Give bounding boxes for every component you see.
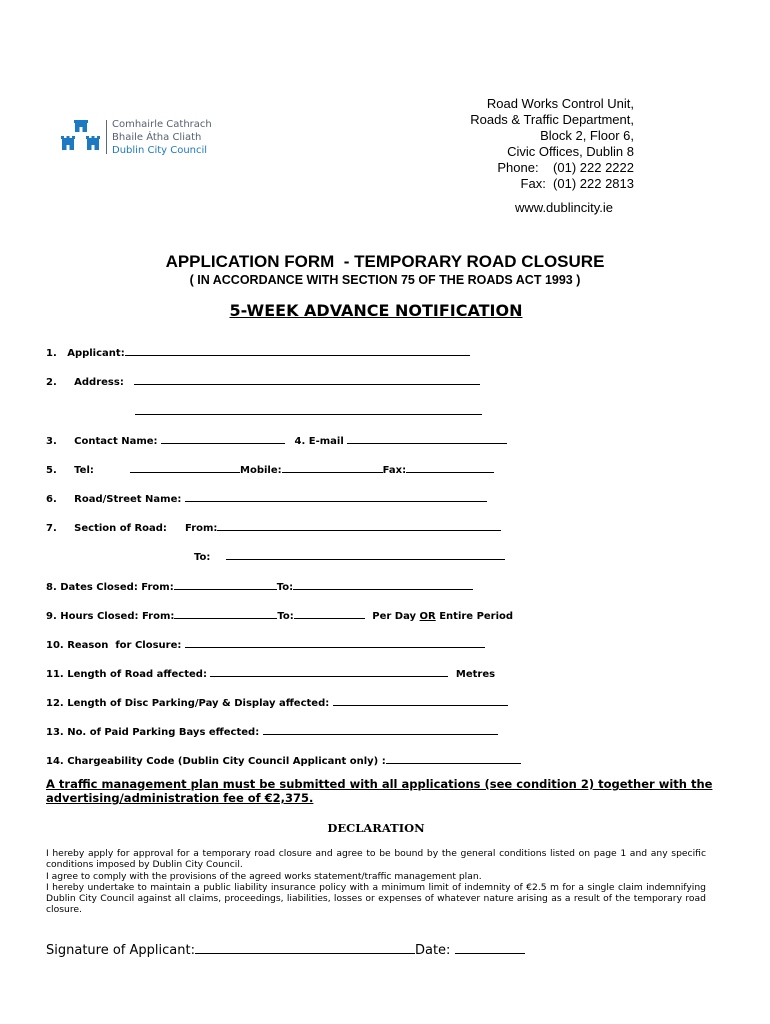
dates-from-label: 8. Dates Closed: From: [46, 582, 174, 593]
road-label: 6. Road/Street Name: [46, 494, 182, 505]
dublin-city-council-logo [60, 118, 230, 162]
form-title: APPLICATION FORM - TEMPORARY ROAD CLOSURE [165, 252, 605, 271]
logo-line-irish-1: Comhairle Cathrach [112, 119, 212, 130]
date-input-line[interactable] [455, 941, 525, 954]
address-field [46, 374, 480, 388]
section-label: 7. Section of Road: [46, 523, 167, 534]
section-to-field [194, 549, 505, 563]
tel-field [46, 462, 494, 476]
parking-bays-label: 13. No. of Paid Parking Bays effected: [46, 727, 260, 738]
dates-to-input-line[interactable] [293, 579, 473, 590]
dates-from-input-line[interactable] [174, 579, 277, 590]
website-link[interactable]: www.dublincity.ie [515, 200, 614, 215]
declaration-paragraph: I agree to comply with the provisions of the agreed works statement/traffic management plan. [46, 870, 482, 882]
contact-name-input-line[interactable] [161, 433, 285, 444]
chargeability-field [46, 753, 521, 767]
council-address [470, 96, 634, 192]
date-label: Date: [414, 943, 451, 958]
fax-label: Fax: [382, 465, 407, 476]
metres-label: Metres [455, 669, 496, 680]
disc-parking-label: 12. Length of Disc Parking/Pay & Display affected: [46, 698, 330, 709]
or-label: OR [419, 611, 436, 622]
reason-label: 10. Reason for Closure: [46, 640, 182, 651]
tel-label: 5. Tel: [46, 465, 94, 476]
parking-bays-input-line[interactable] [263, 724, 498, 735]
hours-to-label: To: [277, 611, 294, 622]
logo-divider [106, 120, 107, 154]
entire-period-option[interactable]: Entire Period [439, 611, 514, 622]
traffic-plan-notice: A traffic management plan must be submitted with all applications (see condition 2) together with the advertising/administration fee of €2,375. [46, 777, 713, 805]
disc-parking-input-line[interactable] [333, 695, 508, 706]
address-line: Roads & Traffic Department, [470, 112, 634, 127]
hours-to-input-line[interactable] [294, 608, 365, 619]
contact-name-label: 3. Contact Name: [46, 436, 158, 447]
address-label: 2. Address: [46, 377, 124, 388]
chargeability-label: 14. Chargeability Code (Dublin City Council Applicant only) : [46, 756, 386, 767]
reason-input-line[interactable] [185, 637, 485, 648]
mobile-input-line[interactable] [282, 462, 383, 473]
declaration-title: DECLARATION [327, 821, 425, 835]
dates-field [46, 579, 473, 593]
phone-line: Phone: (01) 222 2222 [497, 160, 634, 175]
dates-to-label: To: [276, 582, 294, 593]
section-from-label: From: [185, 523, 218, 534]
chargeability-input-line[interactable] [386, 753, 521, 764]
signature-label: Signature of Applicant: [46, 943, 195, 958]
tel-input-line[interactable] [130, 462, 240, 473]
hours-field [46, 608, 513, 622]
section-from-input-line[interactable] [217, 520, 501, 531]
address-line: Road Works Control Unit, [486, 96, 634, 111]
parking-bays-field [46, 724, 498, 738]
section-to-label: To: [194, 552, 211, 563]
address-line: Civic Offices, Dublin 8 [507, 144, 634, 159]
advance-notification-heading: 5-WEEK ADVANCE NOTIFICATION [229, 301, 523, 320]
signature-row [46, 941, 525, 958]
email-input-line[interactable] [347, 433, 507, 444]
logo-text [112, 118, 212, 157]
logo-line-irish-2: Bhaile Átha Cliath [112, 132, 202, 143]
address-input-line-2[interactable] [135, 404, 482, 415]
reason-field [46, 637, 485, 651]
address-input-line-1[interactable] [134, 374, 480, 385]
hours-from-input-line[interactable] [174, 608, 277, 619]
section-field [46, 520, 501, 534]
length-label: 11. Length of Road affected: [46, 669, 207, 680]
signature-input-line[interactable] [195, 941, 415, 954]
form-subtitle: ( IN ACCORDANCE WITH SECTION 75 OF THE ROADS ACT 1993 ) [189, 273, 581, 287]
length-input-line[interactable] [210, 666, 448, 677]
per-day-option[interactable]: Per Day [372, 611, 417, 622]
fax-line: Fax: (01) 222 2813 [520, 176, 634, 191]
applicant-input-line[interactable] [125, 345, 470, 356]
declaration-text [46, 848, 706, 916]
road-field [46, 491, 487, 505]
mobile-label: Mobile: [240, 465, 282, 476]
address-field-line-2 [135, 404, 482, 418]
hours-from-label: 9. Hours Closed: From: [46, 611, 175, 622]
logo-line-english: Dublin City Council [112, 145, 208, 156]
email-label: 4. E-mail [294, 436, 344, 447]
disc-parking-field [46, 695, 508, 709]
declaration-paragraph: I hereby undertake to maintain a public liability insurance policy with a minimum limit of indemnity of €2.5 m for a single claim indemnifying Dublin City Council against all claims, proceedings, liabilities, losses or expenses of whatever nature arising as a result of the temporary road closure. [46, 881, 706, 916]
address-line: Block 2, Floor 6, [540, 128, 634, 143]
contact-field [46, 433, 507, 447]
declaration-paragraph: I hereby apply for approval for a temporary road closure and agree to be bound by the general conditions listed on page 1 and any specific conditions imposed by Dublin City Council. [46, 848, 706, 871]
applicant-field [46, 345, 470, 359]
applicant-label: 1. Applicant: [46, 348, 125, 359]
section-to-input-line[interactable] [226, 549, 505, 560]
castle-icon [60, 120, 102, 158]
road-input-line[interactable] [185, 491, 487, 502]
length-field [46, 666, 495, 680]
fax-input-line[interactable] [406, 462, 494, 473]
